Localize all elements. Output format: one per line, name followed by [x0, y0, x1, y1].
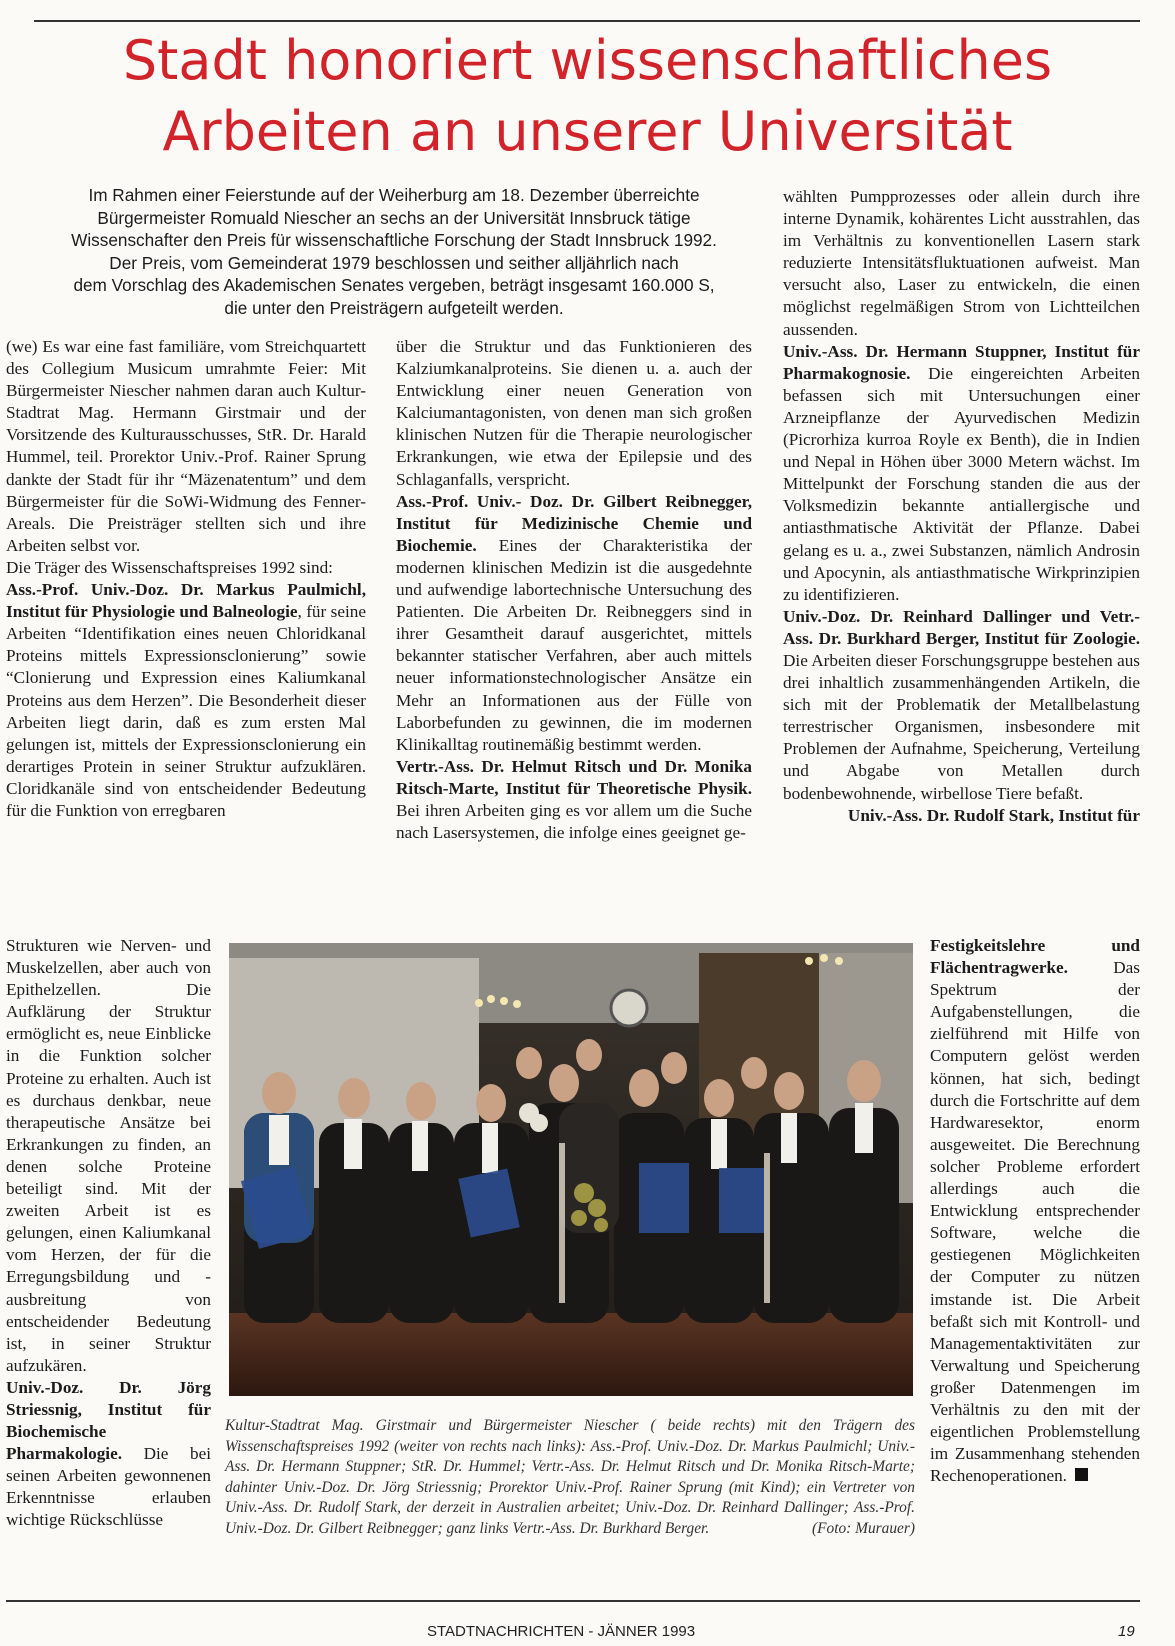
- article-column-1-narrow: [6, 935, 211, 1532]
- laureate-text: Das Spektrum der Aufgabenstellungen, die zielführend mit Hilfe von Computern gelöst werden können, hat sich, bedingt durch die Fortschritte auf dem Hardwaresektor, enorm ausgeweitet. Die Berechnung solcher Probleme erfordert allerdings auch die Entwicklung entsprechender Software, welche die gestiegenen Möglichkeiten der Computer zu nützen imstande ist. Die Arbeit befaßt sich mit Kontroll- und Managementaktivitäten zur Verwaltung und Speicherung großer Datenmengen im Verhältnis zu den mit der eigentlichen Problemstellung im Zusammenhang stehenden Rechenoperationen.: [930, 958, 1140, 1486]
- lead-line: Wissenschafter den Preis für wissenschaftliche Forschung der Stadt Innsbruck 1992.: [71, 230, 717, 250]
- laureate-stark-heading: [783, 805, 1140, 827]
- laureate-reibnegger: [396, 491, 752, 756]
- laureate-name: Ass.-Prof. Univ.- Doz. Dr. Gilbert Reibnegger, Institut für Medizinische Chemie und Biochemie.: [396, 491, 752, 555]
- laureate-text: , für seine Arbeiten “Identifikation eines neuen Chloridkanal Proteins mittels Expressionsclonierung” sowie “Clonierung und Expression eines Kaliumkanal Proteins aus dem Herzen”. Die Besonderheit dieser Arbeiten liegt darin, daß es zum ersten Mal gelungen ist, mittels der Expressionsclonierung ein derartiges Protein in seiner Struktur aufzuklären. Cloridkanäle sind von entscheidender Bedeutung für die Funktion von erregbaren: [6, 602, 366, 820]
- laureate-stark: [930, 935, 1140, 1487]
- intro-paragraph: (we) Es war eine fast familiäre, vom Streichquartett des Collegium Musicum umrahmte Feier: Mit Bürgermeister Niescher nahmen daran auch Kultur-Stadtrat Mag. Hermann Girstmair und der Vorsitzende des Kulturausschusses, StR. Dr. Harald Hummel, teil. Prorektor Univ.-Prof. Rainer Sprung dankte der Stadt für ihr “Mäzenatentum” und dem Bürgermeister für die SoWi-Widmung des Fenner-Areals. Die Preisträger stellten sich und ihre Arbeiten selbst vor.: [6, 337, 366, 555]
- laureate-striessnig: [6, 1377, 211, 1532]
- end-of-article-mark: [1075, 1468, 1088, 1481]
- photo-credit: (Foto: Murauer): [811, 1519, 915, 1537]
- lead-line: Bürgermeister Romuald Niescher an sechs an der Universität Innsbruck tätige: [97, 207, 691, 228]
- laureate-dallinger-berger: [783, 606, 1140, 805]
- striessnig-continued: über die Struktur und das Funktionieren des Kalziumkanalproteins. Sie dienen u. a. auch der Entwicklung einer neuen Generation von Kalciumantagonisten, von denen man sich großen klinischen Nutzen für die Therapie neurologischer Erkrankungen, wie etwa der Epilepsie und des Schlaganfalls, verspricht.: [396, 337, 752, 489]
- article-column-3: [783, 186, 1140, 827]
- lead-line: Im Rahmen einer Feierstunde auf der Weiherburg am 18. Dezember überreichte: [88, 185, 700, 205]
- laureate-text: Eines der Charakteristika der modernen klinischen Medizin ist die ausgedehnte und aufwendige labortechnische Untersuchung des Patienten. Die Arbeiten Dr. Reibneggers sind in ihrer Gesamtheit darauf ausgerichtet, mittels bekannter statischer Verfahren, aber auch mittels neuer informationstechnologischer Ansätze ein Mehr an Informationen aus der Fülle von Laborbefunden zu gewinnen, die im modernen Klinikalltag routinemäßig bestimmt werden.: [396, 535, 752, 754]
- laureate-name: Vertr.-Ass. Dr. Helmut Ritsch und Dr. Monika Ritsch-Marte, Institut für Theoretische Physik.: [396, 756, 752, 798]
- ritsch-continued: wählten Pumpprozesses oder allein durch ihre interne Dynamik, kohärentes Licht ausstrahlen, das im Verhältnis zu konventionellen Lasern stark reduzierte Intensitätsfluktuationen aufweist. Man versucht also, Laser zu entwickeln, die einen möglichst regelmäßigen Strom von Lichtteilchen aussenden.: [783, 187, 1140, 339]
- laureate-text: Bei ihren Arbeiten ging es vor allem um die Suche nach Lasersystemen, die infolge eines geeignet ge-: [396, 800, 752, 843]
- lead-paragraph: [38, 184, 750, 319]
- prize-intro: Die Träger des Wissenschaftspreises 1992 sind:: [6, 557, 333, 577]
- bottom-rule: [6, 1600, 1140, 1602]
- laureate-text: Die bei seinen Arbeiten gewonnenen Erkenntnisse erlauben wichtige Rückschlüsse: [6, 1444, 211, 1530]
- laureate-name: Univ.-Doz. Dr. Reinhard Dallinger und Vetr.-Ass. Dr. Burkhard Berger, Institut für Zoologie.: [783, 606, 1140, 648]
- laureate-paulmichl: [6, 579, 366, 822]
- award-ceremony-photo: [229, 943, 913, 1396]
- page-number: 19: [1118, 1623, 1135, 1640]
- article-column-3-narrow: [930, 935, 1140, 1487]
- laureate-ritsch: [396, 756, 752, 844]
- laureate-name: Festigkeitslehre und Flächentragwerke.: [930, 936, 1140, 978]
- laureate-name: Ass.-Prof. Univ.-Doz. Dr. Markus Paulmichl, Institut für Physiologie und Balneologie: [6, 580, 366, 622]
- lead-line: dem Vorschlag des Akademischen Senates vergeben, beträgt insgesamt 160.000 S,: [73, 275, 715, 295]
- lead-line: die unter den Preisträgern aufgeteilt werden.: [224, 297, 564, 318]
- photo-caption: [225, 1416, 915, 1539]
- paulmichl-continued: Strukturen wie Nerven- und Muskelzellen, aber auch von Epithelzellen. Die Aufklärung der Struktur ermöglicht es, neue Einblicke in die Funktion solcher Proteine zu erhalten. Auch ist es durchaus denkbar, neue therapeutische Ansätze bei Erkrankungen zu finden, an denen solche Proteine beteiligt sind. Mit der zweiten Arbeit ist es gelungen, einen Kaliumkanal vom Herzen, der für die Erregungsbildung und -ausbreitung von entscheidender Bedeutung ist, in seiner Struktur aufzukären.: [6, 936, 211, 1375]
- laureate-name: Univ.-Doz. Dr. Jörg Striessnig, Institut für Biochemische Pharmakologie.: [6, 1377, 211, 1464]
- laureate-name: Univ.-Ass. Dr. Hermann Stuppner, Institut für Pharmakognosie.: [783, 341, 1140, 383]
- publication-footer: STADTNACHRICHTEN - JÄNNER 1993: [427, 1623, 696, 1640]
- top-rule: [34, 20, 1140, 22]
- laureate-text: Die Arbeiten dieser Forschungsgruppe bestehen aus drei inhaltlich zusammenhängenden Artikeln, die sich mit der Problematik der Metallbelastung terrestrischer Organismen, insbesondere mit Problemen der Aufnahme, Speicherung, Verteilung und Abgabe von Metallen durch bodenbewohnende, wirbellose Tiere befaßt.: [783, 650, 1140, 803]
- article-column-2: [396, 336, 752, 844]
- laureate-name: Univ.-Ass. Dr. Rudolf Stark, Institut für: [847, 805, 1140, 825]
- lead-line: Der Preis, vom Gemeinderat 1979 beschlossen und seither alljährlich nach: [109, 252, 679, 273]
- article-column-1: [6, 336, 366, 822]
- photo-illustration: [229, 943, 913, 1396]
- headline-line-1: Stadt honoriert wissenschaftliches: [122, 29, 1053, 92]
- laureate-text: Die eingereichten Arbeiten befassen sich mit Untersuchungen einer Arzneipflanze der Ayurvedischen Medizin (Picrorhiza kurroa Royle ex Benth), die in Indien und Nepal in Höhen über 3000 Metern wächst. Im Mittelpunkt der Forschung standen die aus der Volksmedizin bekannte antiallergische und antiasthmatische Aktivität der Pflanze. Dabei gelang es u. a., zwei Substanzen, nämlich Androsin und Apocynin, als antiasthmatische Wirkprinzipien zu identifizieren.: [783, 363, 1140, 604]
- caption-text: Kultur-Stadtrat Mag. Girstmair und Bürgermeister Niescher ( beide rechts) mit den Trägern des Wissenschaftspreises 1992 (weiter von rechts nach links): Ass.-Prof. Univ.-Doz. Dr. Markus Paulmichl; Univ.-Ass. Dr. Hermann Stuppner; StR. Dr. Hummel; Vertr.-Ass. Dr. Helmut Ritsch und Dr. Monika Ritsch-Marte; dahinter Univ.-Doz. Dr. Jörg Striessnig; Prorektor Univ.-Prof. Rainer Sprung (mit Kind); ein Vertreter von Univ.-Ass. Dr. Rudolf Stark, der derzeit in Australien arbeitet; Univ.-Doz. Dr. Reinhard Dallinger; Ass.-Prof. Univ.-Doz. Dr. Gilbert Reibnegger; ganz links Vertr.-Ass. Dr. Burkhard Berger.: [225, 1417, 915, 1537]
- headline-line-2: Arbeiten an unserer Universität: [162, 100, 1013, 163]
- laureate-stuppner: [783, 341, 1140, 606]
